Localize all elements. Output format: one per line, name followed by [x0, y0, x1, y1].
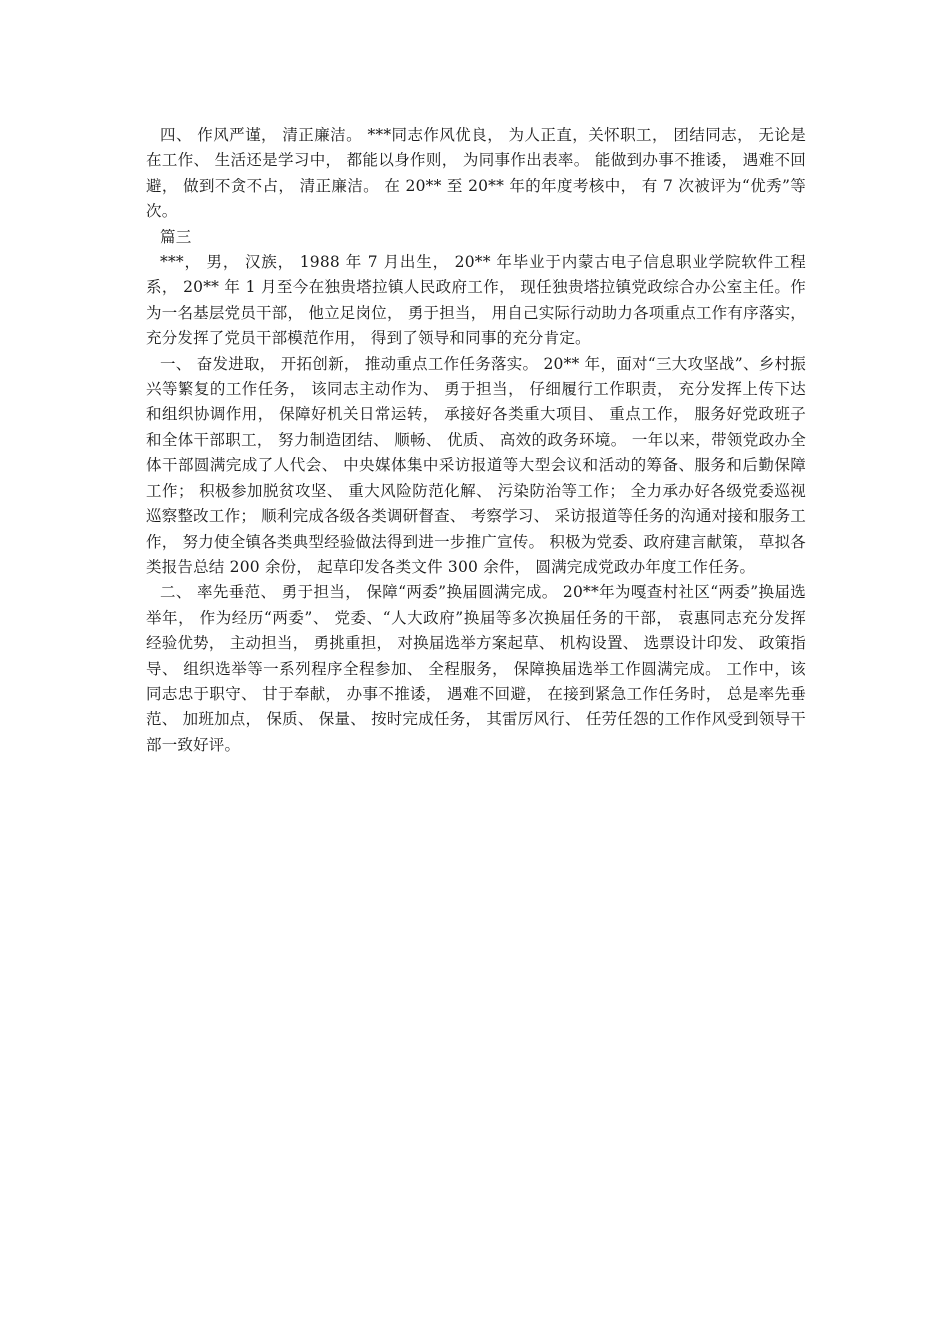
paragraph-section-four: 四、 作风严谨， 清正廉洁。 ***同志作风优良， 为人正直，关怀职工， 团结同志， 无论是在工作、 生活还是学习中， 都能以身作则， 为同事作出表率。 能做到办事不推诿， 遇难不回避， 做到不贪不占， 清正廉洁。 在 20** 至 20** 年的年度考核中， 有 7 次被评为“优秀”等次。 — [146, 126, 806, 221]
paragraph-section-two: 二、 率先垂范、 勇于担当， 保障“两委”换届圆满完成。 20**年为嘎查村社区“两委”换届选举年， 作为经历“两委”、 党委、“人大政府”换届等多次换届任务的干部， 袁惠同志充分发挥经验优势， 主动担当， 勇挑重担， 对换届选举方案起草、 机构设置、 选票设计印发、 政策指导、 组织选举等一系列程序全程参加、 全程服务， 保障换届选举工作圆满完成。 工作中，该同志忠于职守、 甘于奉献， 办事不推诿， 遇难不回避， 在接到紧急工作任务时， 总是率先垂范、 加班加点， 保质、 保量、 按时完成任务， 其雷厉风行、 任劳任怨的工作作风受到领导干部一致好评。 — [146, 583, 806, 754]
section-heading-part-three: 篇三 — [160, 227, 192, 246]
document-body — [146, 123, 806, 758]
paragraph-profile: ***， 男， 汉族， 1988 年 7 月出生， 20** 年毕业于内蒙古电子信息职业学院软件工程系， 20** 年 1 月至今在独贵塔拉镇人民政府工作， 现任独贵塔拉镇党政综合办公室主任。作为一名基层党员干部， 他立足岗位， 勇于担当， 用自己实际行动助力各项重点工作有序落实， 充分发挥了党员干部模范作用， 得到了领导和同事的充分肯定。 — [146, 253, 806, 348]
paragraph-section-one: 一、 奋发进取， 开拓创新， 推动重点工作任务落实。 20** 年，面对“三大攻坚战”、乡村振兴等繁复的工作任务， 该同志主动作为、 勇于担当， 仔细履行工作职责， 充分发挥上传下达和组织协调作用， 保障好机关日常运转， 承接好各类重大项目、 重点工作， 服务好党政班子和全体干部职工， 努力制造团结、 顺畅、 优质、 高效的政务环境。 一年以来，带领党政办全体干部圆满完成了人代会、 中央媒体集中采访报道等大型会议和活动的筹备、服务和后勤保障工作； 积极参加脱贫攻坚、 重大风险防范化解、 污染防治等工作； 全力承办好各级党委巡视巡察整改工作； 顺利完成各级各类调研督查、 考察学习、 采访报道等任务的沟通对接和服务工作， 努力使全镇各类典型经验做法得到进一步推广宣传。 积极为党委、政府建言献策， 草拟各类报告总结 200 余份， 起草印发各类文件 300 余件， 圆满完成党政办年度工作任务。 — [146, 354, 806, 576]
